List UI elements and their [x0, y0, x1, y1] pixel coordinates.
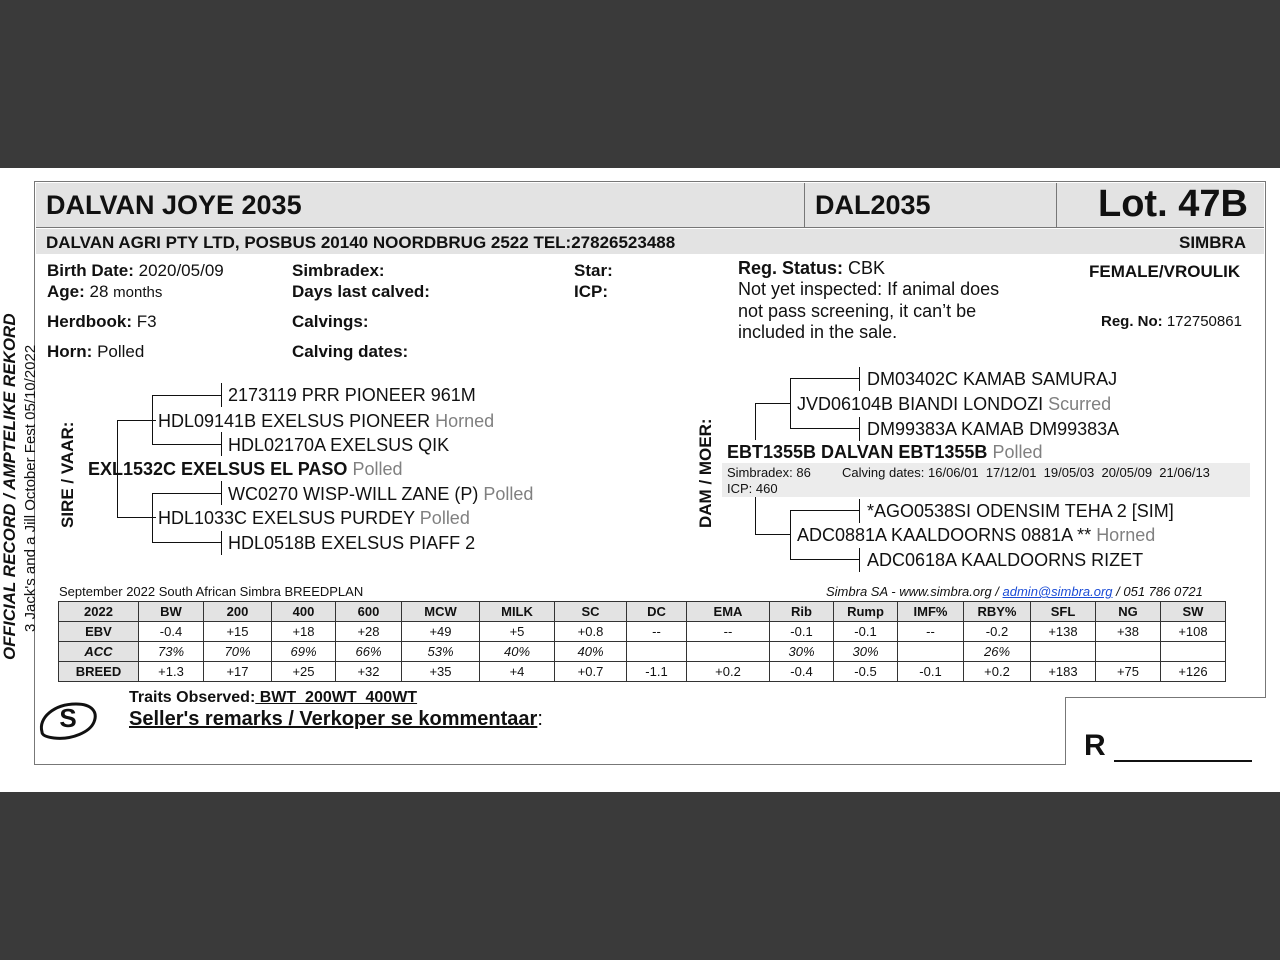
table-cell: +108	[1161, 622, 1226, 642]
table-cell	[1161, 642, 1226, 662]
table-cell	[627, 642, 687, 662]
table-cell: -0.2	[964, 622, 1031, 642]
table-cell: 400	[272, 602, 336, 622]
dam-calving-dates: Calving dates: 16/06/01 17/12/01 19/05/03 20/05/09 21/06/13	[842, 465, 1210, 480]
pedigree-line	[859, 367, 860, 391]
sire-dam-dam: HDL0518B EXELSUS PIAFF 2	[228, 533, 476, 553]
inspection-note: included in the sale.	[738, 322, 898, 342]
calvings-label: Calvings:	[292, 312, 369, 331]
dam: EBT1355B DALVAN EBT1355B Polled	[727, 442, 1043, 462]
sire-sire-dam: HDL02170A EXELSUS QIK	[228, 435, 450, 455]
table-cell: 26%	[964, 642, 1031, 662]
dam-dam-dam: ADC0618A KAALDOORNS RIZET	[867, 550, 1144, 570]
pedigree-line	[152, 395, 153, 445]
pedigree-line	[859, 417, 860, 441]
table-cell: -0.5	[834, 662, 898, 682]
pedigree-line	[221, 383, 222, 407]
table-cell: +183	[1031, 662, 1096, 682]
header-divider	[1056, 183, 1057, 227]
header-divider	[804, 183, 805, 227]
pedigree-line	[152, 493, 153, 543]
pedigree-line	[790, 510, 791, 560]
table-cell: +49	[402, 622, 480, 642]
table-cell: -0.1	[834, 622, 898, 642]
dam-simbradex: Simbradex: 86	[727, 465, 811, 480]
ebv-table	[58, 601, 1226, 682]
table-cell: +35	[402, 662, 480, 682]
dam-sire-dam: DM99383A KAMAB DM99383A	[867, 419, 1120, 439]
pedigree-line	[117, 517, 156, 518]
table-cell: +18	[272, 622, 336, 642]
price-entry-line[interactable]	[1114, 760, 1252, 762]
table-cell: -0.1	[898, 662, 964, 682]
table-cell: IMF%	[898, 602, 964, 622]
dam-label: DAM / MOER:	[696, 418, 715, 528]
table-cell: ACC	[59, 642, 139, 662]
table-cell: +0.2	[964, 662, 1031, 682]
table-cell: Rump	[834, 602, 898, 622]
table-cell: +0.7	[555, 662, 627, 682]
table-cell: 30%	[834, 642, 898, 662]
table-cell: --	[627, 622, 687, 642]
herdbook: Herdbook: F3	[47, 312, 157, 331]
traits-observed: Traits Observed: BWT 200WT 400WT	[129, 689, 418, 706]
table-cell: EMA	[687, 602, 770, 622]
table-cell: +0.2	[687, 662, 770, 682]
simbradex-label: Simbradex:	[292, 261, 385, 280]
table-cell: -1.1	[627, 662, 687, 682]
breed-name: SIMBRA	[1179, 233, 1247, 252]
contact-caption: Simbra SA - www.simbra.org / admin@simbra.org / 051 786 0721	[826, 584, 1203, 599]
table-cell: MILK	[480, 602, 555, 622]
horn-status: Horn: Polled	[47, 342, 145, 361]
table-cell: +32	[336, 662, 402, 682]
table-cell: 53%	[402, 642, 480, 662]
table-cell: SW	[1161, 602, 1226, 622]
pedigree-line	[790, 428, 860, 429]
pedigree-line	[152, 395, 222, 396]
table-cell	[687, 642, 770, 662]
breeder-line: DALVAN AGRI PTY LTD, POSBUS 20140 NOORDBRUG 2522 TEL:27826523488	[46, 233, 676, 252]
reg-status: Reg. Status: CBK	[738, 258, 886, 278]
table-cell: NG	[1096, 602, 1161, 622]
dam-dam-sire: *AGO0538SI ODENSIM TEHA 2 [SIM]	[867, 501, 1174, 521]
table-cell: -0.1	[770, 622, 834, 642]
table-cell: +38	[1096, 622, 1161, 642]
table-cell: BREED	[59, 662, 139, 682]
seller-remarks: Seller's remarks / Verkoper se kommentaar:	[129, 708, 543, 730]
breedplan-caption: September 2022 South African Simbra BREEDPLAN	[59, 584, 364, 599]
sire-dam-sire: WC0270 WISP-WILL ZANE (P) Polled	[228, 484, 534, 504]
table-cell: EBV	[59, 622, 139, 642]
age: Age: 28 months	[47, 282, 163, 301]
sire: EXL1532C EXELSUS EL PASO Polled	[88, 459, 403, 479]
table-cell: +1.3	[139, 662, 204, 682]
table-cell: --	[898, 622, 964, 642]
table-cell: 600	[336, 602, 402, 622]
table-cell: +138	[1031, 622, 1096, 642]
ebv-row	[59, 622, 1226, 642]
inspection-note: Not yet inspected: If animal does	[738, 279, 1000, 299]
days-last-calved-label: Days last calved:	[292, 282, 430, 301]
dam-sire-sire: DM03402C KAMAB SAMURAJ	[867, 369, 1118, 389]
table-cell: BW	[139, 602, 204, 622]
pedigree-line	[790, 378, 860, 379]
lot-number: Lot. 47B	[1098, 183, 1248, 225]
pedigree-line	[790, 559, 860, 560]
pedigree-line	[859, 499, 860, 523]
table-cell: RBY%	[964, 602, 1031, 622]
price-r-label: R	[1084, 729, 1106, 762]
table-cell	[1096, 642, 1161, 662]
table-cell: 2022	[59, 602, 139, 622]
birth-date: Birth Date: 2020/05/09	[47, 261, 224, 280]
dam-icp: ICP: 460	[727, 481, 778, 496]
table-cell: --	[687, 622, 770, 642]
table-cell: 40%	[555, 642, 627, 662]
ebv-header-row	[59, 602, 1226, 622]
table-cell: 200	[204, 602, 272, 622]
table-cell: +5	[480, 622, 555, 642]
pedigree-line	[152, 493, 222, 494]
table-cell: DC	[627, 602, 687, 622]
sex: FEMALE/VROULIK	[1089, 262, 1241, 281]
sire-sire: HDL09141B EXELSUS PIONEER Horned	[158, 411, 495, 431]
event-label: 3 Jack's and a Jill October Fest 05/10/2022	[22, 344, 39, 632]
table-cell: -0.4	[770, 662, 834, 682]
sire-sire-sire: 2173119 PRR PIONEER 961M	[228, 385, 476, 405]
table-cell: SC	[555, 602, 627, 622]
table-cell: +126	[1161, 662, 1226, 682]
table-cell: 40%	[480, 642, 555, 662]
table-cell: SFL	[1031, 602, 1096, 622]
pedigree-line	[859, 548, 860, 572]
table-cell: +75	[1096, 662, 1161, 682]
dam-sire: JVD06104B BIANDI LONDOZI Scurred	[797, 394, 1112, 414]
table-cell: +4	[480, 662, 555, 682]
table-cell: +15	[204, 622, 272, 642]
pedigree-line	[221, 481, 222, 505]
pedigree-line	[790, 510, 860, 511]
pedigree-line	[117, 420, 156, 421]
sire-label: SIRE / VAAR:	[58, 421, 77, 528]
table-cell	[898, 642, 964, 662]
table-cell: 30%	[770, 642, 834, 662]
pedigree-line	[152, 444, 222, 445]
official-record-label: OFFICIAL RECORD / AMPTELIKE REKORD	[0, 313, 19, 660]
table-cell: +0.8	[555, 622, 627, 642]
pedigree-line	[755, 534, 791, 535]
pedigree-line	[221, 432, 222, 456]
animal-name: DALVAN JOYE 2035	[46, 190, 302, 220]
table-cell: Rib	[770, 602, 834, 622]
table-cell: +17	[204, 662, 272, 682]
reg-no: Reg. No: 172750861	[1101, 313, 1242, 330]
pedigree-line	[152, 542, 222, 543]
inspection-note: not pass screening, it can’t be	[738, 301, 977, 321]
calving-dates-label: Calving dates:	[292, 342, 409, 361]
sire-dam: HDL1033C EXELSUS PURDEY Polled	[158, 508, 470, 528]
acc-row	[59, 642, 1226, 662]
table-cell: 73%	[139, 642, 204, 662]
pedigree-line	[755, 403, 756, 440]
table-cell	[1031, 642, 1096, 662]
simbra-logo-icon	[36, 696, 100, 744]
animal-ident: DAL2035	[815, 190, 931, 220]
email-link[interactable]: admin@simbra.org	[1002, 584, 1113, 599]
pedigree-line	[755, 403, 791, 404]
star-label: Star:	[574, 261, 613, 280]
table-cell: +25	[272, 662, 336, 682]
table-cell: +28	[336, 622, 402, 642]
logo-letter: S	[59, 703, 77, 733]
pedigree-line	[755, 497, 756, 535]
table-cell: -0.4	[139, 622, 204, 642]
table-cell: MCW	[402, 602, 480, 622]
breed-row	[59, 662, 1226, 682]
table-cell: 66%	[336, 642, 402, 662]
icp-label: ICP:	[574, 282, 608, 301]
table-cell: 70%	[204, 642, 272, 662]
pedigree-line	[790, 378, 791, 429]
pedigree-line	[221, 531, 222, 555]
dam-dam: ADC0881A KAALDOORNS 0881A ** Horned	[797, 525, 1156, 545]
table-cell: 69%	[272, 642, 336, 662]
